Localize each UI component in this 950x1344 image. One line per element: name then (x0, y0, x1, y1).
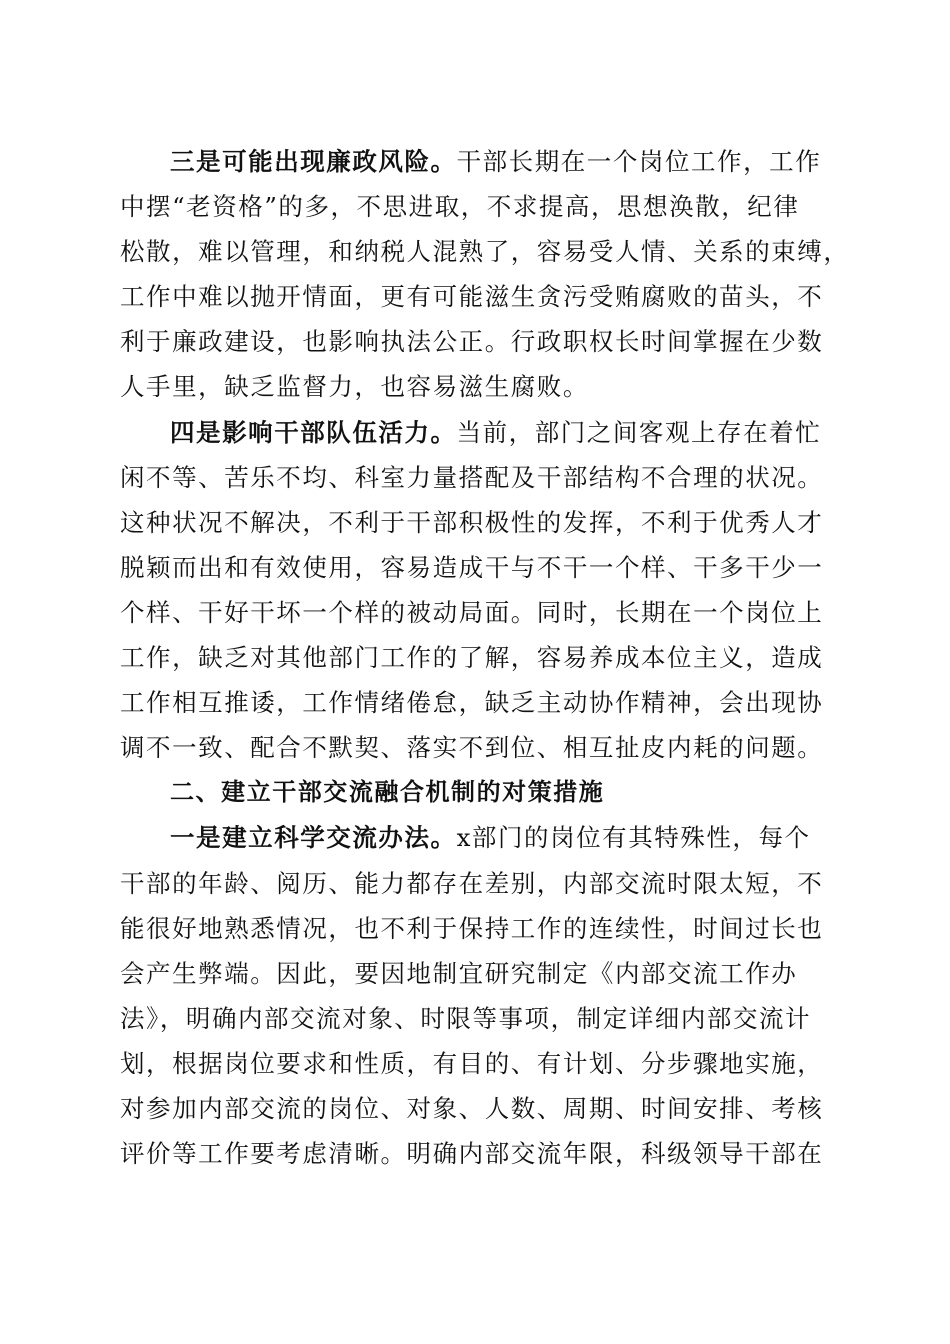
paragraph-line: 利于廉政建设，也影响执法公正。行政职权长时间掌握在少数 (120, 327, 824, 357)
paragraph-lead: 一是建立科学交流办法。 (170, 823, 457, 853)
paragraph-lead: 三是可能出现廉政风险。 (170, 147, 457, 176)
document-body (120, 139, 850, 1176)
paragraph-line: 评价等工作要考虑清晰。明确内部交流年限，科级领导干部在 (120, 1139, 824, 1169)
paragraph-line: 工作相互推诿，工作情绪倦怠，缺乏主动协作精神，会出现协 (120, 688, 824, 718)
paragraph-line: 能很好地熟悉情况，也不利于保持工作的连续性，时间过长也 (120, 913, 824, 943)
paragraph-line: 四是影响干部队伍活力。当前，部门之间客观上存在着忙 (170, 417, 822, 447)
paragraph-line: 干部的年龄、阅历、能力都存在差别，内部交流时限太短，不 (120, 868, 824, 898)
paragraph-line: 会产生弊端。因此，要因地制宜研究制定《内部交流工作办 (120, 958, 798, 988)
paragraph-line: 调不一致、配合不默契、落实不到位、相互扯皮内耗的问题。 (120, 733, 824, 763)
paragraph-line: 三是可能出现廉政风险。干部长期在一个岗位工作，工作 (170, 147, 822, 176)
paragraph-line: 工作，缺乏对其他部门工作的了解，容易养成本位主义，造成 (120, 643, 824, 673)
paragraph-line: 对参加内部交流的岗位、对象、人数、周期、时间安排、考核 (120, 1093, 824, 1123)
section-heading: 二、建立干部交流融合机制的对策措施 (170, 778, 605, 807)
paragraph-lead: 四是影响干部队伍活力。 (170, 417, 457, 447)
paragraph-line: 划，根据岗位要求和性质，有目的、有计划、分步骤地实施， (120, 1048, 824, 1078)
paragraph-line: 工作中难以抛开情面，更有可能滋生贪污受贿腐败的苗头，不 (120, 282, 824, 312)
paragraph-line: 这种状况不解决，不利于干部积极性的发挥，不利于优秀人才 (120, 507, 824, 537)
paragraph-line: 个样、干好干坏一个样的被动局面。同时，长期在一个岗位上 (120, 597, 824, 627)
paragraph-line: 脱颖而出和有效使用，容易造成干与不干一个样、干多干少一 (120, 552, 824, 582)
paragraph-line: 闲不等、苦乐不均、科室力量搭配及干部结构不合理的状况。 (120, 462, 824, 492)
paragraph-line: 法》，明确内部交流对象、时限等事项，制定详细内部交流计 (120, 1003, 812, 1033)
paragraph-line: 一是建立科学交流办法。x部门的岗位有其特殊性，每个 (170, 823, 811, 853)
paragraph-line: 松散，难以管理，和纳税人混熟了，容易受人情、关系的束缚， (120, 237, 850, 267)
paragraph-line: 中摆“老资格”的多，不思进取，不求提高，思想涣散，纪律 (120, 192, 800, 222)
paragraph-line: 人手里，缺乏监督力，也容易滋生腐败。 (120, 372, 589, 402)
